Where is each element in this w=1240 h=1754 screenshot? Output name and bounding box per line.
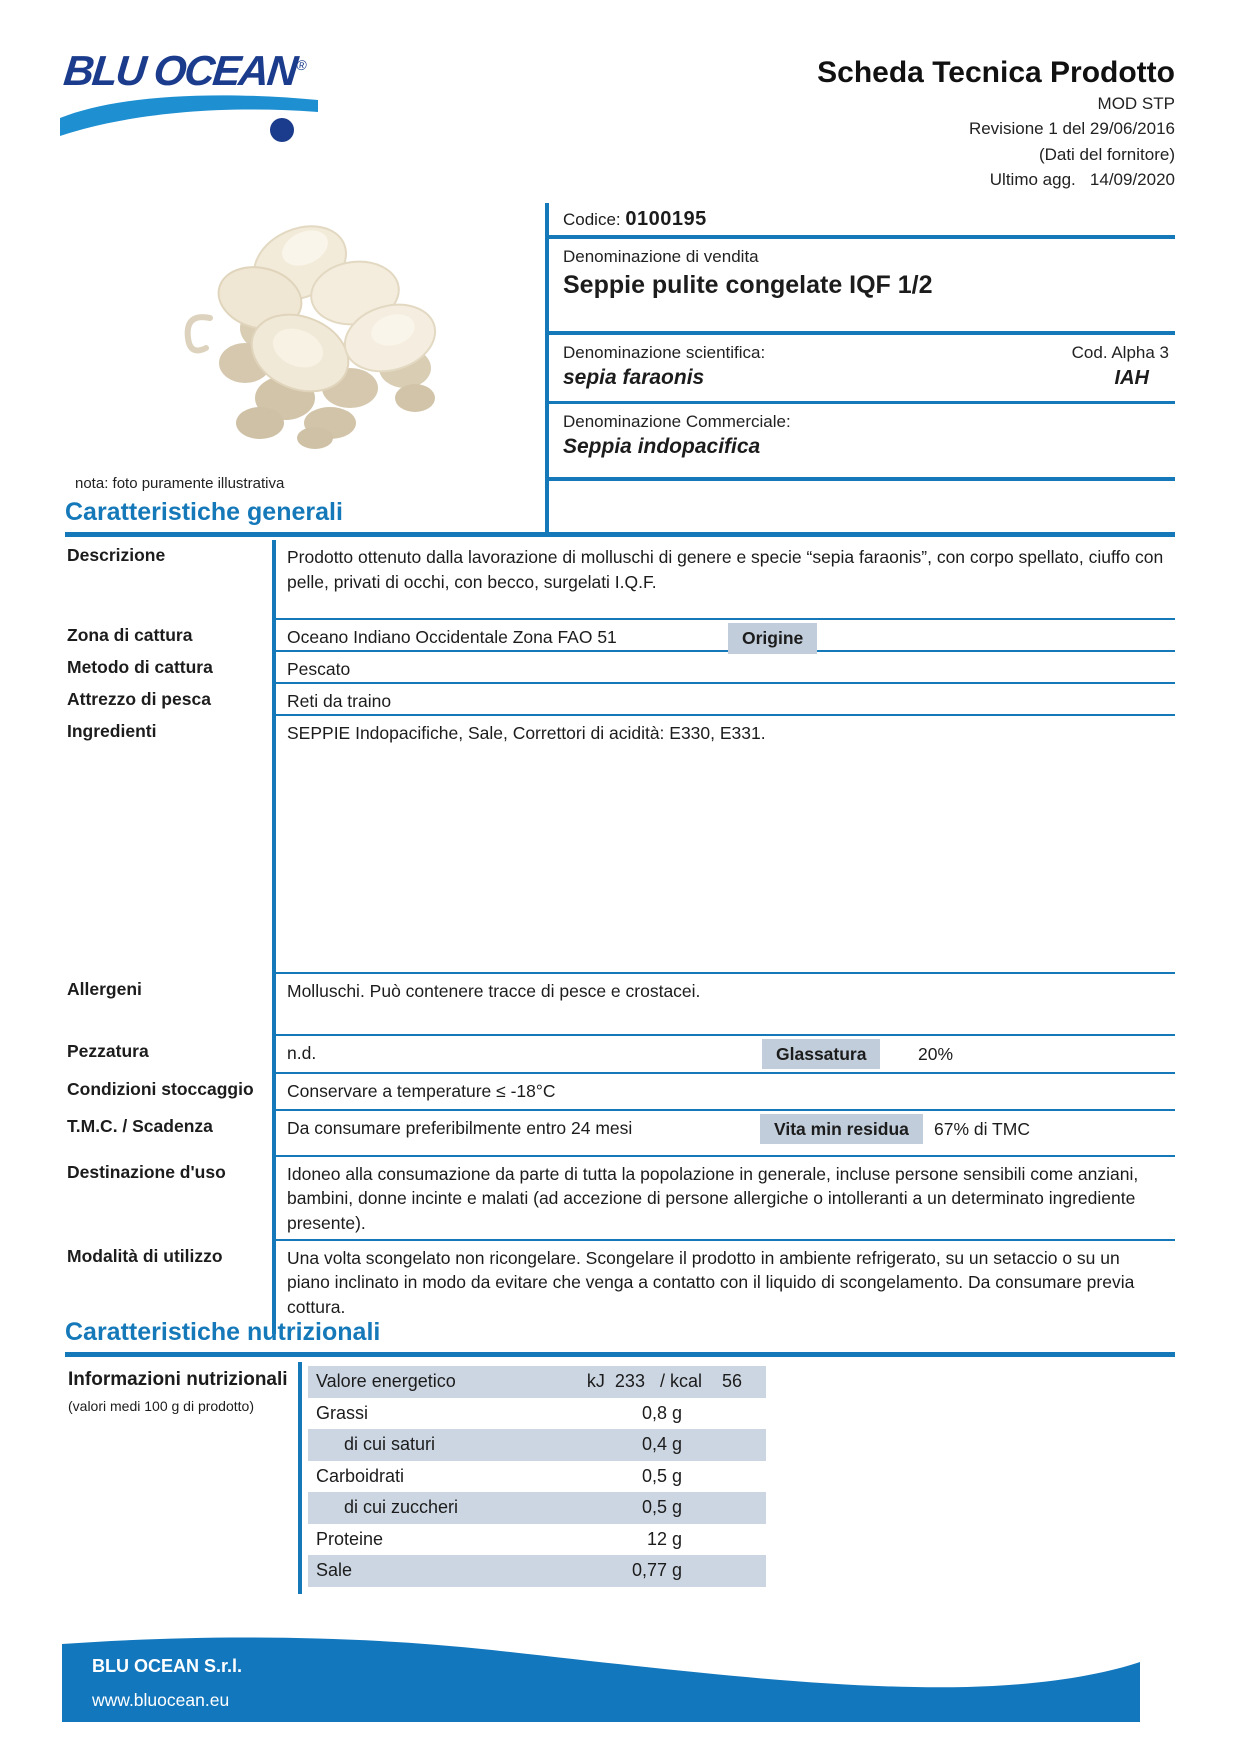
row-value	[276, 620, 1175, 652]
blu-ocean-logo	[61, 47, 344, 94]
vertical-accent-bar	[545, 203, 549, 533]
commercial-name-row	[549, 404, 1175, 481]
footer-website: www.bluocean.eu	[92, 1690, 230, 1710]
nutrition-value: 0,5 g	[641, 1497, 682, 1518]
nutrition-section-heading	[65, 1318, 1175, 1357]
table-row	[65, 1074, 1175, 1111]
row-value	[276, 1111, 1175, 1157]
row-value-text: n.d.	[287, 1042, 317, 1063]
nutrition-info-note: (valori medi 100 g di prodotto)	[68, 1397, 254, 1414]
vita-min-residua-badge: Vita min residua	[760, 1114, 923, 1145]
row-value-text: Da consumare preferibilmente entro 24 mesi	[287, 1117, 633, 1138]
nutrition-row	[308, 1366, 766, 1398]
row-value: Una volta scongelato non ricongelare. Scongelare il prodotto in ambiente refrigerato, su un setaccio o su un piano inclinato in modo da evitare che venga a contatto con il liquido di scongelamento. Da consumare previa cottura.	[287, 1247, 1135, 1318]
table-row	[65, 716, 1175, 974]
row-value-text: Oceano Indiano Occidentale Zona FAO 51	[287, 627, 617, 647]
nutrition-section-title: Caratteristiche nutrizionali	[65, 1318, 381, 1346]
document-last-update: Ultimo agg. 14/09/2020	[989, 170, 1175, 189]
logo-wordmark	[61, 47, 346, 94]
logo-wave-icon	[60, 88, 328, 144]
row-value: Conservare a temperature ≤ -18°C	[276, 1074, 1175, 1111]
nutrition-info-label	[68, 1368, 293, 1414]
nutrition-table	[308, 1366, 766, 1587]
commercial-name-label: Denominazione Commerciale:	[563, 412, 791, 431]
sale-name-row	[549, 239, 1175, 335]
product-identification-block	[545, 203, 1175, 481]
footer-company-name: BLU OCEAN S.r.l.	[92, 1656, 243, 1676]
sale-name-value: Seppie pulite congelate IQF 1/2	[563, 271, 933, 299]
nutrition-row	[308, 1398, 766, 1430]
product-photo	[150, 198, 460, 458]
registered-trademark-icon: ®	[295, 57, 308, 73]
document-revision: Revisione 1 del 29/06/2016	[968, 119, 1175, 138]
table-row	[65, 620, 1175, 652]
sale-name-label: Denominazione di vendita	[563, 247, 759, 266]
document-title: Scheda Tecnica Prodotto	[817, 56, 1175, 89]
row-label: Allergeni	[67, 978, 142, 999]
nutrition-row	[308, 1555, 766, 1587]
row-value: Molluschi. Può contenere tracce di pesce e crostacei.	[276, 974, 1175, 1036]
row-label: Ingredienti	[67, 720, 157, 741]
row-value: Prodotto ottenuto dalla lavorazione di molluschi di genere e specie “sepia faraonis”, con corpo spellato, ciuffo con pelle, privati di occhi, con becco, surgelati I.Q.F.	[276, 540, 1175, 620]
nutrition-value: 12 g	[646, 1528, 682, 1549]
nutrition-label: Carboidrati	[316, 1465, 405, 1486]
table-row	[65, 684, 1175, 716]
nutrition-row	[308, 1461, 766, 1493]
product-code-value: 0100195	[625, 208, 707, 230]
nutrition-row	[308, 1429, 766, 1461]
scientific-name-label: Denominazione scientifica:	[563, 343, 766, 362]
row-value: Idoneo alla consumazione da parte di tutta la popolazione in generale, incluse persone sensibili come anziani, bambini, donne incinte e malati (ad accezione di persone allergiche o intolleranti a un determinato ingrediente presente).	[276, 1157, 1175, 1241]
vita-min-residua-value: 67% di TMC	[934, 1118, 1030, 1139]
scientific-name-value: sepia faraonis	[563, 366, 705, 389]
table-row	[65, 974, 1175, 1036]
table-row	[65, 652, 1175, 684]
general-section-heading	[65, 498, 1175, 537]
origine-badge: Origine	[728, 623, 817, 654]
glassatura-value: 20%	[918, 1043, 954, 1064]
document-mod: MOD STP	[1097, 93, 1175, 113]
document-header	[817, 56, 1175, 193]
row-label: Descrizione	[67, 545, 166, 565]
document-supplier-note: (Dati del fornitore)	[1038, 144, 1175, 164]
row-value: Pescato	[276, 652, 1175, 684]
table-row	[65, 1036, 1175, 1074]
glassatura-badge: Glassatura	[762, 1039, 880, 1070]
row-label: Metodo di cattura	[67, 656, 213, 677]
table-row	[65, 1157, 1175, 1241]
row-label: Attrezzo di pesca	[67, 688, 211, 709]
commercial-name-value: Seppia indopacifica	[563, 435, 761, 458]
nutrition-divider-line	[298, 1362, 302, 1594]
nutrition-label: di cui zuccheri	[344, 1497, 459, 1518]
nutrition-row	[308, 1524, 766, 1556]
general-characteristics-table	[65, 540, 1175, 1341]
nutrition-value: kJ 233 / kcal 56	[586, 1371, 742, 1392]
nutrition-label: Sale	[316, 1560, 353, 1581]
row-value: SEPPIE Indopacifiche, Sale, Correttori di acidità: E330, E331.	[276, 716, 1175, 974]
photo-caption: nota: foto puramente illustrativa	[75, 475, 285, 492]
alpha-code-label: Cod. Alpha 3	[1071, 343, 1169, 362]
product-code-row	[549, 203, 1175, 239]
row-label: Modalità di utilizzo	[67, 1245, 223, 1266]
product-code-label: Codice:	[563, 210, 626, 229]
row-value	[276, 1036, 1175, 1074]
nutrition-value: 0,5 g	[641, 1465, 682, 1486]
row-label: Destinazione d'uso	[67, 1161, 226, 1182]
general-section-title: Caratteristiche generali	[65, 498, 343, 526]
logo-brand-text: BLU OCEAN	[61, 47, 299, 94]
row-label: Zona di cattura	[67, 625, 193, 645]
nutrition-value: 0,8 g	[641, 1402, 682, 1423]
nutrition-info-title: Informazioni nutrizionali	[68, 1369, 288, 1390]
nutrition-row	[308, 1492, 766, 1524]
row-label: T.M.C. / Scadenza	[67, 1115, 213, 1136]
scientific-name-row	[549, 335, 1175, 404]
nutrition-value: 0,4 g	[641, 1434, 682, 1455]
row-label: Condizioni stoccaggio	[67, 1078, 254, 1099]
nutrition-label: di cui saturi	[344, 1434, 436, 1455]
nutrition-label: Proteine	[316, 1528, 384, 1549]
table-row	[65, 540, 1175, 620]
row-value: Reti da traino	[276, 684, 1175, 716]
table-row	[65, 1111, 1175, 1157]
row-label: Pezzatura	[67, 1040, 149, 1061]
nutrition-label: Grassi	[316, 1402, 369, 1423]
nutrition-value: 0,77 g	[631, 1560, 682, 1581]
alpha-code-value: IAH	[1114, 367, 1149, 389]
nutrition-label: Valore energetico	[316, 1371, 456, 1392]
